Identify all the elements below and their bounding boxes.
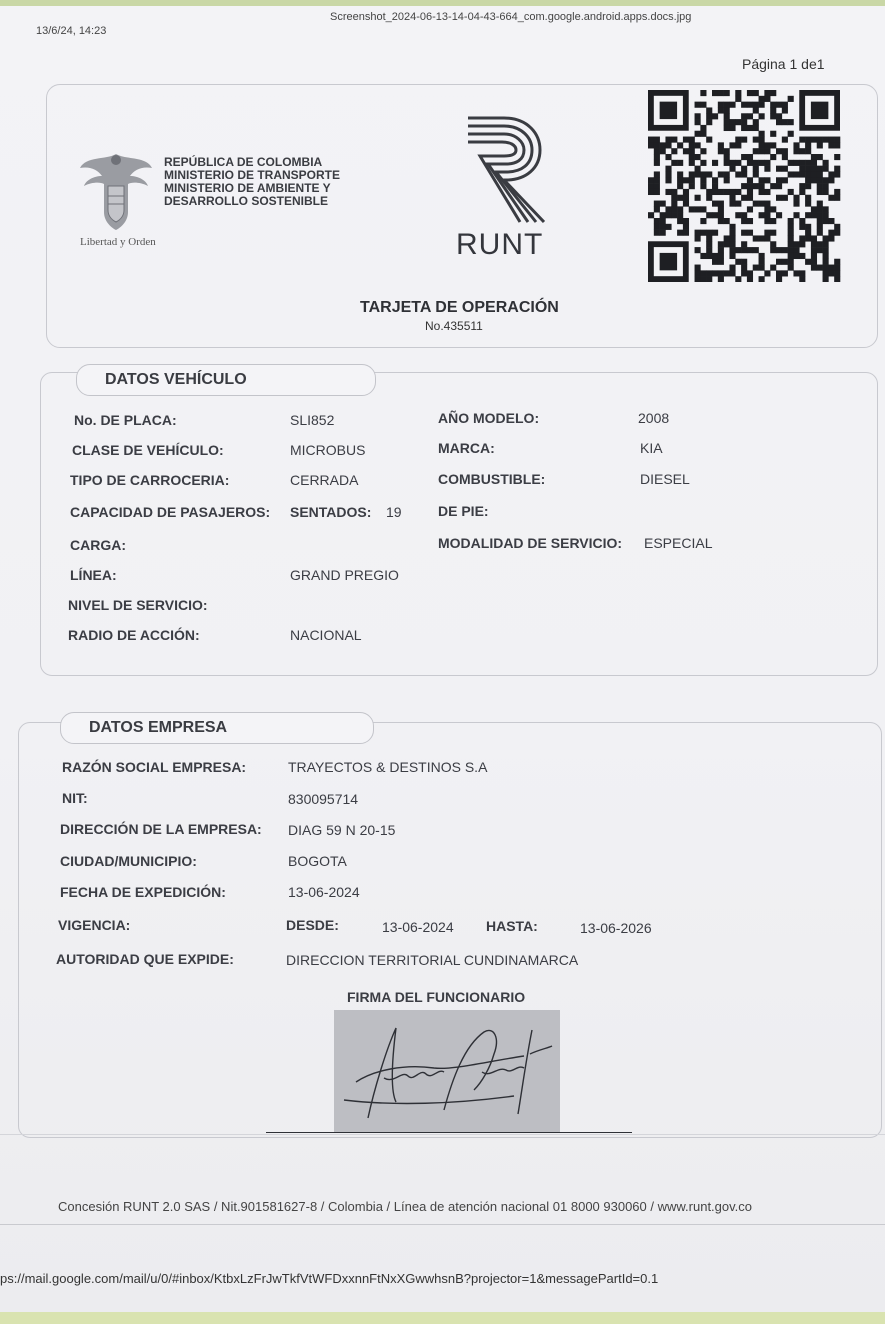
linea-label: LÍNEA: xyxy=(70,567,117,583)
modelo-label: AÑO MODELO: xyxy=(438,410,540,426)
ciudad-label: CIUDAD/MUNICIPIO: xyxy=(60,853,197,869)
signature-image xyxy=(334,1010,560,1132)
desde-label: DESDE: xyxy=(286,917,339,933)
razon-value: TRAYECTOS & DESTINOS S.A xyxy=(288,759,488,775)
depie-label: DE PIE: xyxy=(438,503,489,519)
org-line-1: REPÚBLICA DE COLOMBIA xyxy=(164,155,323,169)
signature-line xyxy=(266,1132,632,1133)
qr-code xyxy=(648,90,842,282)
modelo-value: 2008 xyxy=(638,410,670,426)
autoridad-label: AUTORIDAD QUE EXPIDE: xyxy=(56,951,234,967)
placa-value: SLI852 xyxy=(290,412,335,428)
nit-label: NIT: xyxy=(62,790,88,806)
runt-logo-icon xyxy=(458,110,548,235)
marca-value: KIA xyxy=(640,440,663,456)
direccion-value: DIAG 59 N 20-15 xyxy=(288,822,396,838)
carroceria-value: CERRADA xyxy=(290,472,359,488)
razon-label: RAZÓN SOCIAL EMPRESA: xyxy=(62,759,247,775)
section-divider xyxy=(0,1134,885,1135)
radio-value: NACIONAL xyxy=(290,627,362,643)
top-edge xyxy=(0,0,885,6)
org-line-2: MINISTERIO DE TRANSPORTE xyxy=(164,168,341,182)
clase-value: MICROBUS xyxy=(290,442,366,458)
combustible-label: COMBUSTIBLE: xyxy=(438,471,546,487)
modalidad-label: MODALIDAD DE SERVICIO: xyxy=(438,535,623,551)
radio-label: RADIO DE ACCIÓN: xyxy=(68,627,200,643)
marca-label: MARCA: xyxy=(438,440,495,456)
hasta-value: 13-06-2026 xyxy=(580,920,652,936)
bottom-edge xyxy=(0,1312,885,1324)
vigencia-label: VIGENCIA: xyxy=(58,917,131,933)
footer-divider xyxy=(0,1224,885,1225)
document-number: No.435511 xyxy=(425,319,483,333)
org-line-4: DESARROLLO SOSTENIBLE xyxy=(164,194,329,208)
motto-text: Libertad y Orden xyxy=(80,236,156,248)
placa-label: No. DE PLACA: xyxy=(74,412,177,428)
carroceria-label: TIPO DE CARROCERIA: xyxy=(70,472,230,488)
fecha-value: 13-06-2024 xyxy=(288,884,360,900)
print-url: ps://mail.google.com/mail/u/0/#inbox/KtbxLzFrJwTkfVtWFDxxnnFtNxXGwwhsnB?projector=1&messagePartId=0.1 xyxy=(0,1271,659,1286)
modalidad-value: ESPECIAL xyxy=(644,535,713,551)
linea-value: GRAND PREGIO xyxy=(290,567,399,583)
vehicle-section-title: DATOS VEHÍCULO xyxy=(76,364,376,396)
runt-logo-text: RUNT xyxy=(456,228,544,261)
sentados-label: SENTADOS: xyxy=(290,504,372,520)
firma-label: FIRMA DEL FUNCIONARIO xyxy=(347,989,526,1005)
hasta-label: HASTA: xyxy=(486,918,538,934)
carga-label: CARGA: xyxy=(70,537,126,553)
combustible-value: DIESEL xyxy=(640,471,690,487)
print-datetime: 13/6/24, 14:23 xyxy=(36,25,107,37)
document-title: TARJETA DE OPERACIÓN xyxy=(360,299,559,316)
nit-value: 830095714 xyxy=(288,791,359,807)
autoridad-value: DIRECCION TERRITORIAL CUNDINAMARCA xyxy=(286,952,579,968)
capacidad-label: CAPACIDAD DE PASAJEROS: xyxy=(70,504,271,520)
sentados-value: 19 xyxy=(386,504,402,520)
footer-concesion: Concesión RUNT 2.0 SAS / Nit.901581627-8 / Colombia / Línea de atención nacional 01 8000 930060 / www.runt.gov.co xyxy=(58,1199,753,1214)
desde-value: 13-06-2024 xyxy=(382,919,454,935)
org-line-3: MINISTERIO DE AMBIENTE Y xyxy=(164,181,331,195)
print-filename: Screenshot_2024-06-13-14-04-43-664_com.google.android.apps.docs.jpg xyxy=(330,11,692,23)
page-number: Página 1 de1 xyxy=(742,56,825,72)
fecha-label: FECHA DE EXPEDICIÓN: xyxy=(60,884,226,900)
direccion-label: DIRECCIÓN DE LA EMPRESA: xyxy=(60,821,262,837)
clase-label: CLASE DE VEHÍCULO: xyxy=(72,442,224,458)
company-section-title: DATOS EMPRESA xyxy=(60,712,374,744)
nivel-label: NIVEL DE SERVICIO: xyxy=(68,597,208,613)
ciudad-value: BOGOTA xyxy=(288,853,347,869)
coat-of-arms-icon xyxy=(76,150,156,241)
